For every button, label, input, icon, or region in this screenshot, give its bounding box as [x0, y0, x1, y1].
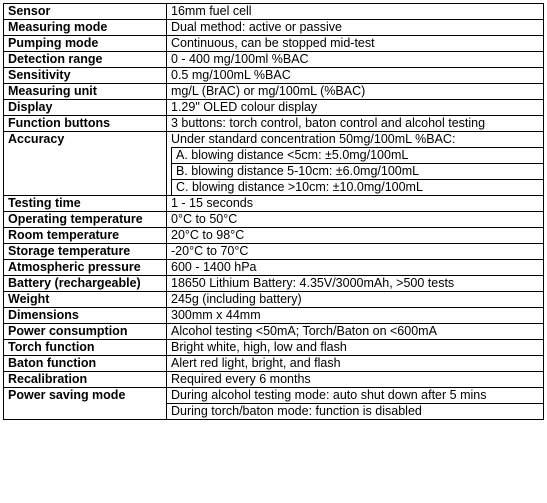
power-saving-values [167, 388, 544, 420]
table-row [4, 68, 544, 84]
accuracy-intro: Under standard concentration 50mg/100mL %BAC: [171, 132, 456, 146]
spec-value: 0 - 400 mg/100ml %BAC [167, 52, 544, 68]
table-row [4, 4, 544, 20]
spec-key: Sensor [4, 4, 167, 20]
spec-key: Display [4, 100, 167, 116]
table-row [4, 340, 544, 356]
table-row [4, 228, 544, 244]
accuracy-item: A. blowing distance <5cm: ±5.0mg/100mL [171, 147, 543, 163]
spec-value: Alcohol testing <50mA; Torch/Baton on <600mA [167, 324, 544, 340]
table-row [4, 100, 544, 116]
spec-value: 18650 Lithium Battery: 4.35V/3000mAh, >500 tests [167, 276, 544, 292]
spec-table [3, 3, 544, 420]
spec-key: Pumping mode [4, 36, 167, 52]
table-row-accuracy [4, 132, 544, 196]
spec-key: Room temperature [4, 228, 167, 244]
table-row [4, 308, 544, 324]
spec-key: Measuring mode [4, 20, 167, 36]
spec-key: Function buttons [4, 116, 167, 132]
spec-key: Atmospheric pressure [4, 260, 167, 276]
power-saving-line: During alcohol testing mode: auto shut down after 5 mins [171, 388, 487, 402]
spec-value: -20°C to 70°C [167, 244, 544, 260]
spec-value: 20°C to 98°C [167, 228, 544, 244]
table-row [4, 324, 544, 340]
spec-value: Dual method: active or passive [167, 20, 544, 36]
table-row [4, 196, 544, 212]
table-row [4, 276, 544, 292]
table-row [4, 212, 544, 228]
spec-value: mg/L (BrAC) or mg/100mL (%BAC) [167, 84, 544, 100]
table-row [4, 52, 544, 68]
table-row [4, 244, 544, 260]
spec-key: Detection range [4, 52, 167, 68]
spec-value: 600 - 1400 hPa [167, 260, 544, 276]
spec-key: Battery (rechargeable) [4, 276, 167, 292]
spec-key: Power consumption [4, 324, 167, 340]
spec-key: Weight [4, 292, 167, 308]
table-row [4, 292, 544, 308]
spec-key: Accuracy [4, 132, 167, 196]
accuracy-values [167, 132, 544, 196]
spec-key: Baton function [4, 356, 167, 372]
spec-key: Operating temperature [4, 212, 167, 228]
table-row [4, 356, 544, 372]
table-row-power-saving [4, 388, 544, 420]
spec-value: 245g (including battery) [167, 292, 544, 308]
spec-key: Recalibration [4, 372, 167, 388]
spec-key: Sensitivity [4, 68, 167, 84]
table-row [4, 260, 544, 276]
spec-value: 1.29" OLED colour display [167, 100, 544, 116]
spec-value: 3 buttons: torch control, baton control and alcohol testing [167, 116, 544, 132]
accuracy-item: C. blowing distance >10cm: ±10.0mg/100mL [171, 179, 543, 195]
spec-key: Testing time [4, 196, 167, 212]
spec-value: 16mm fuel cell [167, 4, 544, 20]
spec-value: 0°C to 50°C [167, 212, 544, 228]
spec-key: Torch function [4, 340, 167, 356]
spec-value: 300mm x 44mm [167, 308, 544, 324]
accuracy-item: B. blowing distance 5-10cm: ±6.0mg/100mL [171, 163, 543, 179]
spec-value: 1 - 15 seconds [167, 196, 544, 212]
table-row [4, 36, 544, 52]
power-saving-line: During torch/baton mode: function is disabled [167, 403, 543, 419]
table-row [4, 116, 544, 132]
spec-value: Alert red light, bright, and flash [167, 356, 544, 372]
table-row [4, 372, 544, 388]
spec-key: Power saving mode [4, 388, 167, 420]
spec-key: Dimensions [4, 308, 167, 324]
spec-key: Measuring unit [4, 84, 167, 100]
spec-value: Continuous, can be stopped mid-test [167, 36, 544, 52]
spec-value: Bright white, high, low and flash [167, 340, 544, 356]
table-row [4, 20, 544, 36]
spec-value: Required every 6 months [167, 372, 544, 388]
spec-key: Storage temperature [4, 244, 167, 260]
spec-value: 0.5 mg/100mL %BAC [167, 68, 544, 84]
table-row [4, 84, 544, 100]
